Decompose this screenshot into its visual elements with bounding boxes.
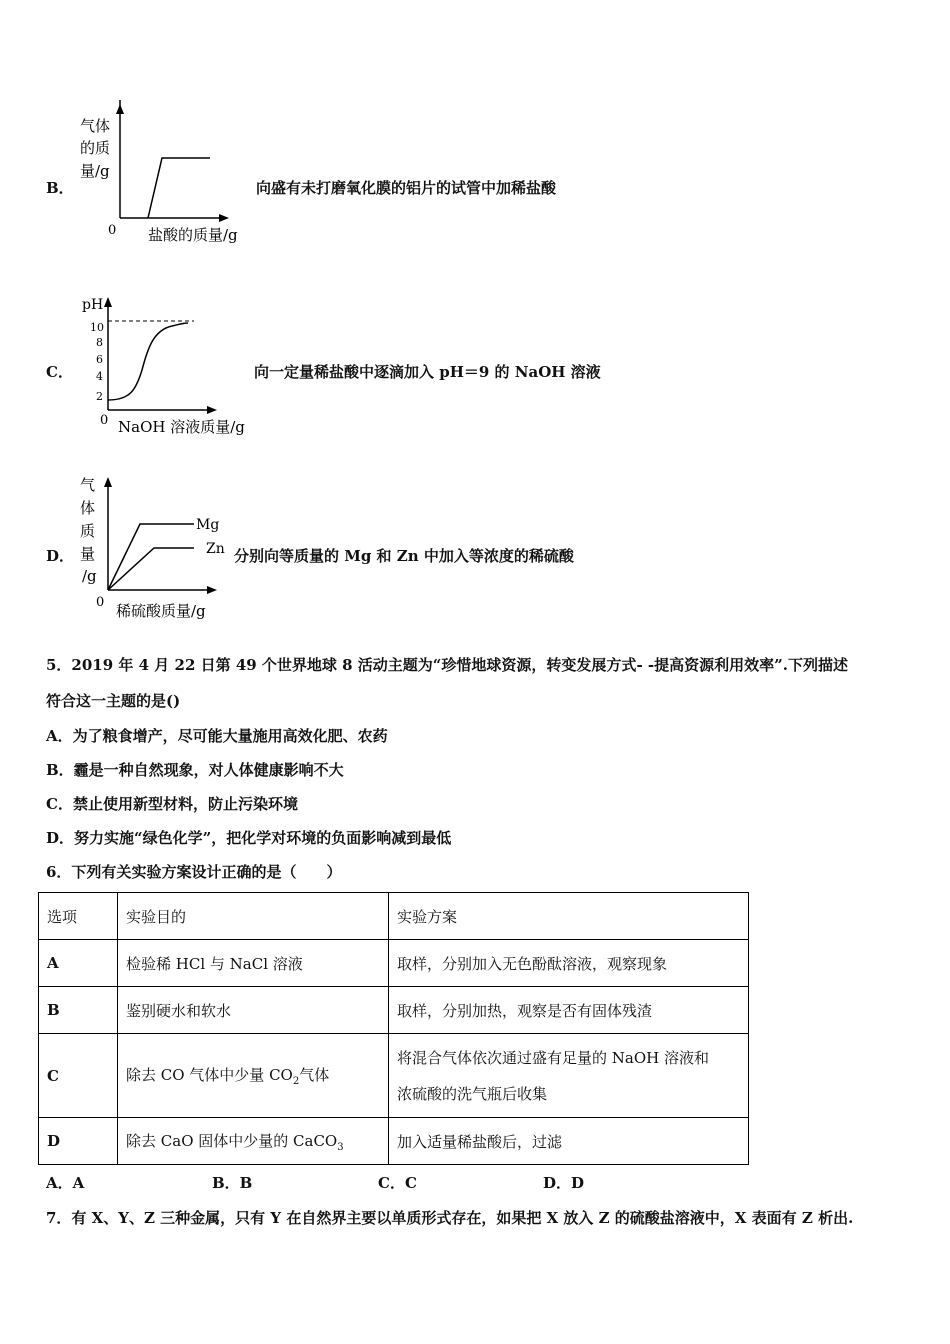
option-d-mg-label: Mg (196, 517, 220, 533)
option-d-origin: 0 (96, 595, 105, 610)
option-d-text: 分别向等质量的 Mg 和 Zn 中加入等浓度的稀硫酸 (234, 547, 574, 565)
q5-option-a: A．为了粮食增产，尽可能大量施用高效化肥、农药 (46, 727, 388, 745)
option-b-ylabel-1: 气体 (80, 117, 111, 135)
option-b-origin: 0 (108, 223, 117, 238)
q6-row-c-purpose: 除去 CO 气体中少量 $CO_2$气体 (118, 1034, 389, 1118)
option-b-text: 向盛有未打磨氧化膜的铝片的试管中加稀盐酸 (256, 179, 557, 197)
q5-option-b: B．霾是一种自然现象，对人体健康影响不大 (46, 761, 344, 779)
table-row (39, 1034, 749, 1118)
q5-stem-line1: 5．2019 年 4 月 22 日第 49 个世界地球 8 活动主题为“珍惜地球资源，转变发展方式- -提高资源利用效率”.下列描述 (46, 656, 848, 674)
q6-row-d-purpose: 除去 CaO 固体中少量的 CaCO$_3$ (118, 1118, 389, 1165)
table-row (39, 1118, 749, 1165)
option-d-ylabel-4: 量 (80, 545, 96, 563)
option-c-xlabel: NaOH 溶液质量/g (118, 418, 245, 436)
q6-header-plan: 实验方案 (389, 893, 749, 940)
option-b-xlabel: 盐酸的质量/g (148, 226, 238, 244)
q6-table (38, 892, 749, 1165)
option-c-tick-10: 10 (90, 321, 104, 334)
q6-answer-b: B．B (212, 1174, 253, 1192)
option-c-text: 向一定量稀盐酸中逐滴加入 pH＝9 的 NaOH 溶液 (254, 363, 601, 381)
option-d-zn-line (108, 548, 194, 590)
option-b-label: B． (46, 179, 74, 197)
option-d-zn-label: Zn (206, 541, 225, 557)
q6-stem: 6．下列有关实验方案设计正确的是（ ） (46, 863, 342, 881)
q6-row-a-purpose: 检验稀 HCl 与 NaCl 溶液 (118, 940, 389, 987)
q5-stem-line2: 符合这一主题的是() (46, 692, 181, 710)
option-c-tick-2: 2 (96, 390, 103, 403)
q6-row-b-option: B (39, 987, 118, 1034)
q6-header-purpose: 实验目的 (118, 893, 389, 940)
option-d-ylabel-1: 气 (80, 476, 96, 494)
table-row (39, 940, 749, 987)
option-c-ylabel: pH (82, 297, 104, 313)
option-d-mg-line (108, 524, 194, 590)
option-d-ylabel-2: 体 (80, 499, 96, 517)
q6-answer-d: D．D (543, 1174, 585, 1192)
q6-answer-c: C．C (378, 1174, 417, 1192)
option-b-graph (72, 100, 262, 250)
q5-option-d: D．努力实施“绿色化学”，把化学对环境的负面影响减到最低 (46, 829, 452, 847)
option-c-tick-4: 4 (96, 370, 103, 383)
option-c-tick-6: 6 (96, 353, 103, 366)
option-c-curve (108, 323, 188, 400)
option-c-origin: 0 (100, 413, 109, 428)
q6-row-c-option: C (39, 1034, 118, 1118)
q6-header-option: 选项 (39, 893, 118, 940)
table-row (39, 987, 749, 1034)
option-c-tick-8: 8 (96, 336, 103, 349)
option-d-graph (72, 472, 242, 628)
q6-answer-a: A．A (46, 1174, 85, 1192)
q6-row-b-plan: 取样，分别加热，观察是否有固体残渣 (389, 987, 749, 1034)
option-d-label: D． (46, 547, 75, 565)
q5-option-c: C．禁止使用新型材料，防止污染环境 (46, 795, 298, 813)
q6-row-d-option: D (39, 1118, 118, 1165)
q6-row-a-plan: 取样，分别加入无色酚酞溶液，观察现象 (389, 940, 749, 987)
option-b-ylabel-3: 量/g (80, 162, 110, 180)
option-b-ylabel-2: 的质 (80, 139, 111, 157)
option-c-graph (72, 292, 262, 442)
q6-row-a-option: A (39, 940, 118, 987)
q6-row-c-plan: 将混合气体依次通过盛有足量的 NaOH 溶液和 浓硫酸的洗气瓶后收集 (389, 1034, 749, 1118)
q6-header-row (39, 893, 749, 940)
option-b-curve (148, 158, 210, 218)
option-d-xlabel: 稀硫酸质量/g (116, 602, 206, 620)
q6-row-b-purpose: 鉴别硬水和软水 (118, 987, 389, 1034)
q6-row-d-plan: 加入适量稀盐酸后，过滤 (389, 1118, 749, 1165)
option-d-ylabel-3: 质 (80, 522, 96, 540)
option-c-label: C． (46, 363, 73, 381)
q7-stem: 7．有 X、Y、Z 三种金属，只有 Y 在自然界主要以单质形式存在，如果把 X 放入 Z 的硫酸盐溶液中，X 表面有 Z 析出. (46, 1209, 854, 1227)
option-d-ylabel-5: /g (82, 567, 97, 585)
